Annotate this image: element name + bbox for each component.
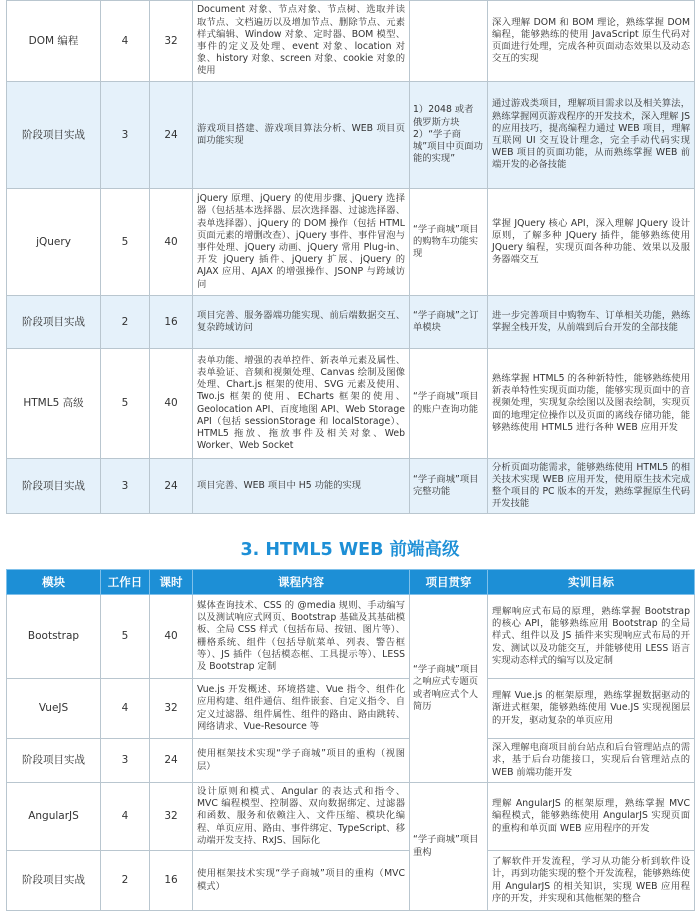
table-row [7, 783, 695, 851]
goal-cell: 通过游戏类项目，理解项目需求以及相关算法，熟练掌握网页游戏程序的开发技术，深入理解 JS 的应用技巧，提高编程力通过 WEB 项目，理解互联网 UI 交互设计理念，完全手动代码实现 WEB 项目的页面功能，从而熟练掌握 WEB 前端开发的必备技能 [488, 82, 695, 189]
hours-cell: 24 [150, 82, 193, 189]
project-cell: “学子商城”项目的购物车功能实现 [410, 189, 488, 296]
header-goal: 实训目标 [488, 570, 695, 595]
goal-cell: 理解 Vue.js 的框架原理，熟练掌握数据驱动的渐进式框架，能够熟练使用 Vue.JS 实现视图层的开发，驱动复杂的单页应用 [488, 679, 695, 739]
table-header-row [7, 570, 695, 595]
module-cell: 阶段项目实战 [7, 739, 101, 783]
days-cell: 4 [101, 1, 150, 82]
goal-cell: 掌握 JQuery 核心 API，深入理解 JQuery 设计原则，了解多种 JQuery 插件，能够熟练使用 JQuery 编程，实现页面各种功能、效果以及服务器端交互 [488, 189, 695, 296]
table-row [7, 595, 695, 679]
goal-cell: 理解 AngularJS 的框架原理，熟练掌握 MVC 编程模式，能够熟练使用 AngularJS 实现页面的重构和单页面 WEB 应用程序的开发 [488, 783, 695, 851]
goal-cell: 进一步完善项目中购物车、订单相关功能，熟练掌握全栈开发，从前端到后台开发的全部技能 [488, 296, 695, 349]
content-cell: 表单功能、增强的表单控件、新表单元素及属性、表单验证、音频和视频处理、Canvas 绘制及图像处理、Chart.js 框架的使用、SVG 元素及使用、Two.js 框架的使用、ECharts 框架的使用、Geolocation API、百度地图 API、Web Storage API（包括 sessionStorage 和 localStorage）、HTML5 拖放、拖放事件及相关对象、Web Worker、Web Socket [193, 349, 410, 459]
module-cell: 阶段项目实战 [7, 82, 101, 189]
content-cell: 设计原则和模式、Angular 的表达式和指令、MVC 编程模型、控制器、双向数据绑定、过滤器和函数、服务和依赖注入、文件压缩、模块化编程、单页应用、路由、事件绑定、TypeScript、移动端开发支持、RxJS、国际化 [193, 783, 410, 851]
module-cell: VueJS [7, 679, 101, 739]
table-row [7, 296, 695, 349]
goal-cell: 深入理解 DOM 和 BOM 理论，熟练掌握 DOM 编程，能够熟练的使用 JavaScript 原生代码对页面进行处理，完成各种页面动态效果以及动态交互的实现 [488, 1, 695, 82]
hours-cell: 24 [150, 459, 193, 514]
table-row [7, 459, 695, 514]
content-cell: 使用框架技术实现“学子商城”项目的重构（视图层） [193, 739, 410, 783]
hours-cell: 32 [150, 679, 193, 739]
hours-cell: 32 [150, 1, 193, 82]
days-cell: 3 [101, 459, 150, 514]
module-cell: 阶段项目实战 [7, 851, 101, 911]
hours-cell: 24 [150, 739, 193, 783]
content-cell: 项目完善、WEB 项目中 H5 功能的实现 [193, 459, 410, 514]
hours-cell: 16 [150, 851, 193, 911]
days-cell: 4 [101, 783, 150, 851]
hours-cell: 16 [150, 296, 193, 349]
project-cell [410, 1, 488, 82]
content-cell: jQuery 原理、jQuery 的使用步骤、jQuery 选择器（包括基本选择器、层次选择器、过滤选择器、表单选择器）、jQuery 的 DOM 操作（包括 HTML 页面元素的增删改查）、jQuery 事件、事件冒泡与事件处理、jQuery 动画、jQuery 常用 Plug-in、开发 jQuery 插件、jQuery 扩展、jQuery 的 AJAX 应用、AJAX 的增强操作、JSONP 与跨域访问 [193, 189, 410, 296]
hours-cell: 40 [150, 189, 193, 296]
project-cell: “学子商城”之订单模块 [410, 296, 488, 349]
content-cell: 媒体查询技术、CSS 的 @media 规则、手动编写以及测试响应式网页、Bootstrap 基础及其基础模板、全局 CSS 样式（包括布局、按钮、图片等）、栅格系统、组件（包括导航菜单、列表、警告框等）、JS 插件（包括模态框、工具提示等）、LESS 及 Bootstrap 定制 [193, 595, 410, 679]
content-cell: Vue.js 开发概述、环境搭建、Vue 指令、组件化应用构建、组件通信、组件嵌套、自定义指令、自定义过滤器、组件属性、组件的路由、路由跳转、网络请求、Vue-Resource 等 [193, 679, 410, 739]
module-cell: Bootstrap [7, 595, 101, 679]
header-hours: 课时 [150, 570, 193, 595]
header-content: 课程内容 [193, 570, 410, 595]
table-row [7, 739, 695, 783]
days-cell: 5 [101, 189, 150, 296]
days-cell: 5 [101, 349, 150, 459]
project-cell: “学子商城”项目重构 [410, 783, 488, 911]
table-row [7, 349, 695, 459]
days-cell: 3 [101, 82, 150, 189]
module-cell: HTML5 高级 [7, 349, 101, 459]
content-cell: Document 对象、节点对象、节点树、选取并读取节点、文档遍历以及增加节点、删除节点、元素样式编辑、Window 对象、定时器、BOM 模型、事件的定义及处理、event 对象、location 对象、history 对象、screen 对象、cookie 对象的使用 [193, 1, 410, 82]
goal-cell: 理解响应式布局的原理，熟练掌握 Bootstrap 的核心 API，能够熟练应用 Bootstrap 的全局样式、组件以及 JS 插件来实现响应式布局的开发、测试以及功能交互，并能够使用 LESS 语言实现动态样式的编写以及定制 [488, 595, 695, 679]
goal-cell: 分析页面功能需求，能够熟练使用 HTML5 的相关技术实现 WEB 应用开发，使用原生技术完成整个项目的 PC 版本的开发，熟练掌握原生代码开发技能 [488, 459, 695, 514]
table-row [7, 189, 695, 296]
days-cell: 3 [101, 739, 150, 783]
table-row [7, 82, 695, 189]
module-cell: jQuery [7, 189, 101, 296]
stage-table-continued [6, 0, 695, 514]
section-title: 3. HTML5 WEB 前端高级 [240, 540, 460, 560]
hours-cell: 40 [150, 595, 193, 679]
goal-cell: 深入理解电商项目前台站点和后台管理站点的需求，基于后台功能接口，实现后台管理站点的 WEB 前端功能开发 [488, 739, 695, 783]
project-cell: “学子商城”项目的账户查询功能 [410, 349, 488, 459]
module-cell: 阶段项目实战 [7, 296, 101, 349]
content-cell: 项目完善、服务器端功能实现、前后端数据交互、复杂跨域访问 [193, 296, 410, 349]
days-cell: 4 [101, 679, 150, 739]
project-cell: “学子商城”项目完整功能 [410, 459, 488, 514]
module-cell: AngularJS [7, 783, 101, 851]
goal-cell: 熟练掌握 HTML5 的各种新特性，能够熟练使用新表单特性实现页面功能，能够实现页面中的音视频处理，实现复杂绘图以及图表绘制，实现页面的地理定位操作以及页面的离线存储功能，能够熟练使用 HTML5 进行各种 WEB 应用开发 [488, 349, 695, 459]
hours-cell: 32 [150, 783, 193, 851]
days-cell: 2 [101, 296, 150, 349]
days-cell: 2 [101, 851, 150, 911]
days-cell: 5 [101, 595, 150, 679]
header-project: 项目贯穿 [410, 570, 488, 595]
header-days: 工作日 [101, 570, 150, 595]
goal-cell: 了解软件开发流程，学习从功能分析到软件设计，再到功能实现的整个开发流程，能够熟练使用 AngularJS 的相关知识，实现 WEB 应用程序的开发，并实现和其他框架的整合 [488, 851, 695, 911]
project-cell: “学子商城”项目之响应式专题页或者响应式个人简历 [410, 595, 488, 783]
hours-cell: 40 [150, 349, 193, 459]
course-table [6, 569, 695, 911]
content-cell: 游戏项目搭建、游戏项目算法分析、WEB 项目页面功能实现 [193, 82, 410, 189]
module-cell: 阶段项目实战 [7, 459, 101, 514]
table-row [7, 1, 695, 82]
project-cell: 1）2048 或者 俄罗斯方块 2）“学子商城”项目中页面功能的实现” [410, 82, 488, 189]
table-row [7, 679, 695, 739]
header-module: 模块 [7, 570, 101, 595]
content-cell: 使用框架技术实现“学子商城”项目的重构（MVC 模式） [193, 851, 410, 911]
table-row [7, 851, 695, 911]
module-cell: DOM 编程 [7, 1, 101, 82]
